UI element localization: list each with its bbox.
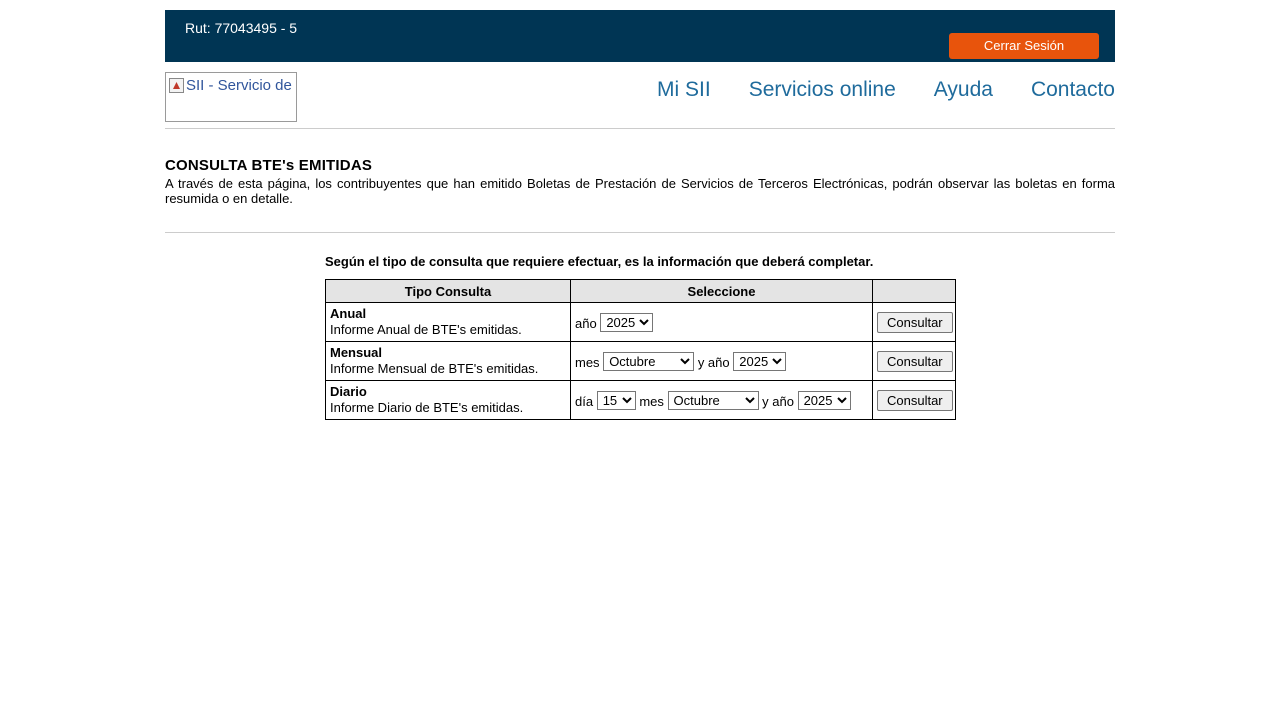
nav-item-mi-sii[interactable]: Mi SII xyxy=(657,78,711,101)
cell-tipo-anual xyxy=(326,303,571,342)
tipo-diario-desc: Informe Diario de BTE's emitidas. xyxy=(330,400,524,415)
cell-tipo-diario xyxy=(326,381,571,420)
logout-button[interactable]: Cerrar Sesión xyxy=(949,33,1099,59)
cell-seleccione-mensual xyxy=(571,342,873,381)
table-row-diario xyxy=(326,381,956,420)
select-mes-mensual[interactable] xyxy=(603,352,694,371)
nav-item-servicios-online[interactable]: Servicios online xyxy=(748,78,896,101)
rut-label: Rut: 77043495 - 5 xyxy=(185,20,298,36)
cell-seleccione-anual xyxy=(571,303,873,342)
label-anio-mensual: y año xyxy=(697,354,730,370)
page-heading-block xyxy=(165,157,1115,206)
top-bar xyxy=(165,10,1115,62)
site-header xyxy=(165,62,1115,129)
label-dia-diario: día xyxy=(575,393,594,409)
cell-accion-mensual xyxy=(873,342,956,381)
sii-logo[interactable] xyxy=(165,72,297,122)
table-row-anual xyxy=(326,303,956,342)
consultar-mensual-button[interactable]: Consultar xyxy=(877,351,953,372)
section-divider xyxy=(165,232,1115,233)
nav-item-contacto[interactable]: Contacto xyxy=(1030,78,1115,101)
table-header-row xyxy=(326,280,956,303)
broken-image-icon xyxy=(169,78,184,93)
tipo-anual-desc: Informe Anual de BTE's emitidas. xyxy=(330,322,522,337)
select-anio-anual[interactable] xyxy=(600,313,653,332)
consulta-table xyxy=(325,279,956,420)
table-row-mensual xyxy=(326,342,956,381)
label-anio-anual: año xyxy=(575,315,597,331)
tipo-mensual-desc: Informe Mensual de BTE's emitidas. xyxy=(330,361,539,376)
sii-logo-alt-text: SII - Servicio de xyxy=(186,77,292,94)
select-anio-mensual[interactable] xyxy=(733,352,786,371)
cell-accion-anual xyxy=(873,303,956,342)
consultar-diario-button[interactable]: Consultar xyxy=(877,390,953,411)
tipo-diario-name: Diario xyxy=(330,384,367,399)
cell-seleccione-diario xyxy=(571,381,873,420)
header-accion xyxy=(873,280,956,303)
main-navigation xyxy=(657,78,1115,102)
header-tipo-consulta: Tipo Consulta xyxy=(326,280,571,303)
nav-item-ayuda[interactable]: Ayuda xyxy=(933,78,993,101)
select-anio-diario[interactable] xyxy=(798,391,851,410)
site-container xyxy=(165,10,1115,129)
cell-tipo-mensual xyxy=(326,342,571,381)
select-dia-diario[interactable] xyxy=(597,391,636,410)
page-intro-text: A través de esta página, los contribuyentes que han emitido Boletas de Prestación de Servicios de Terceros Electrónicas, podrán observar las boletas en forma resumida o en detalle. xyxy=(165,176,1115,206)
form-instructions: Según el tipo de consulta que requiere efectuar, es la información que deberá completar. xyxy=(325,254,874,269)
label-mes-mensual: mes xyxy=(575,354,600,370)
consultar-anual-button[interactable]: Consultar xyxy=(877,312,953,333)
header-seleccione: Seleccione xyxy=(571,280,873,303)
select-mes-diario[interactable] xyxy=(668,391,759,410)
label-mes-diario: mes xyxy=(639,393,664,409)
cell-accion-diario xyxy=(873,381,956,420)
tipo-anual-name: Anual xyxy=(330,306,367,321)
page-title: CONSULTA BTE's EMITIDAS xyxy=(165,157,373,174)
tipo-mensual-name: Mensual xyxy=(330,345,383,360)
consulta-form-area xyxy=(325,254,955,420)
label-anio-diario: y año xyxy=(762,393,794,409)
